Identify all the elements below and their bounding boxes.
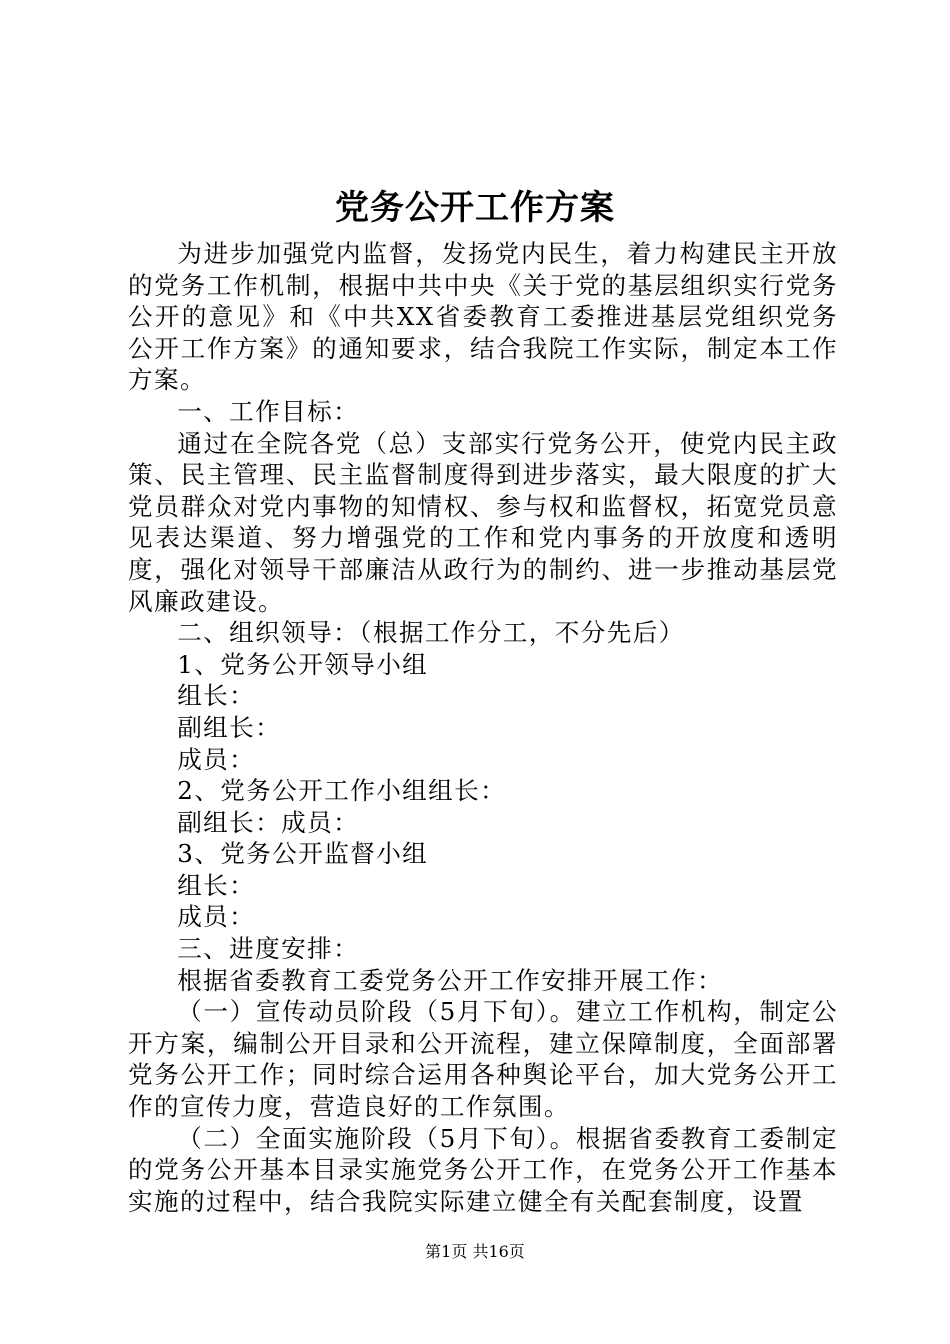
heading-organization: 二、组织领导：（根据工作分工，不分先后） [177,618,685,648]
group-leading-members: 成员： [177,744,256,774]
paragraph-schedule-intro: 根据省委教育工委党务公开工作安排开展工作： [177,965,724,995]
page-footer: 第1页 共16页 [425,1242,525,1261]
group-working-deputy-members: 副组长：成员： [177,807,360,837]
heading-work-goal: 一、工作目标： [177,396,360,426]
group-leading-deputy: 副组长： [177,712,282,742]
document-title: 党务公开工作方案 [335,188,615,228]
group-supervision-title: 3、党务公开监督小组 [177,839,429,869]
paragraph-work-goal: 通过在全院各党（总）支部实行党务公开，使党内民主政策、民主管理、民主监督制度得到进步落实，最大限度的扩大党员群众对党内事物的知情权、参与权和监督权，拓宽党员意见表达渠道、努力增强党的工作和党内事务的开放度和透明度，强化对领导干部廉洁从政行为的制约、进一步推动基层党风廉政建设。 [128,428,838,616]
document-body [128,238,838,1217]
paragraph-intro: 为进步加强党内监督，发扬党内民生，着力构建民主开放的党务工作机制，根据中共中央《关于党的基层组织实行党务公开的意见》和《中共XX省委教育工委推进基层党组织党务公开工作方案》的通知要求，结合我院工作实际，制定本工作方案。 [128,239,838,395]
group-leading-title: 1、党务公开领导小组 [177,649,429,679]
group-leading-leader: 组长： [177,681,256,711]
group-supervision-members: 成员： [177,902,256,932]
paragraph-phase-two: （二）全面实施阶段（5月下旬）。根据省委教育工委制定的党务公开基本目录实施党务公开工作，在党务公开工作基本实施的过程中，结合我院实际建立健全有关配套制度，设置 [128,1123,838,1216]
paragraph-phase-one: （一）宣传动员阶段（5月下旬）。建立工作机构，制定公开方案，编制公开目录和公开流程，建立保障制度，全面部署党务公开工作；同时综合运用各种舆论平台，加大党务公开工作的宣传力度，营造良好的工作氛围。 [128,997,838,1122]
group-supervision-leader: 组长： [177,870,256,900]
group-working-title: 2、党务公开工作小组组长： [177,776,507,806]
heading-schedule: 三、进度安排： [177,934,360,964]
